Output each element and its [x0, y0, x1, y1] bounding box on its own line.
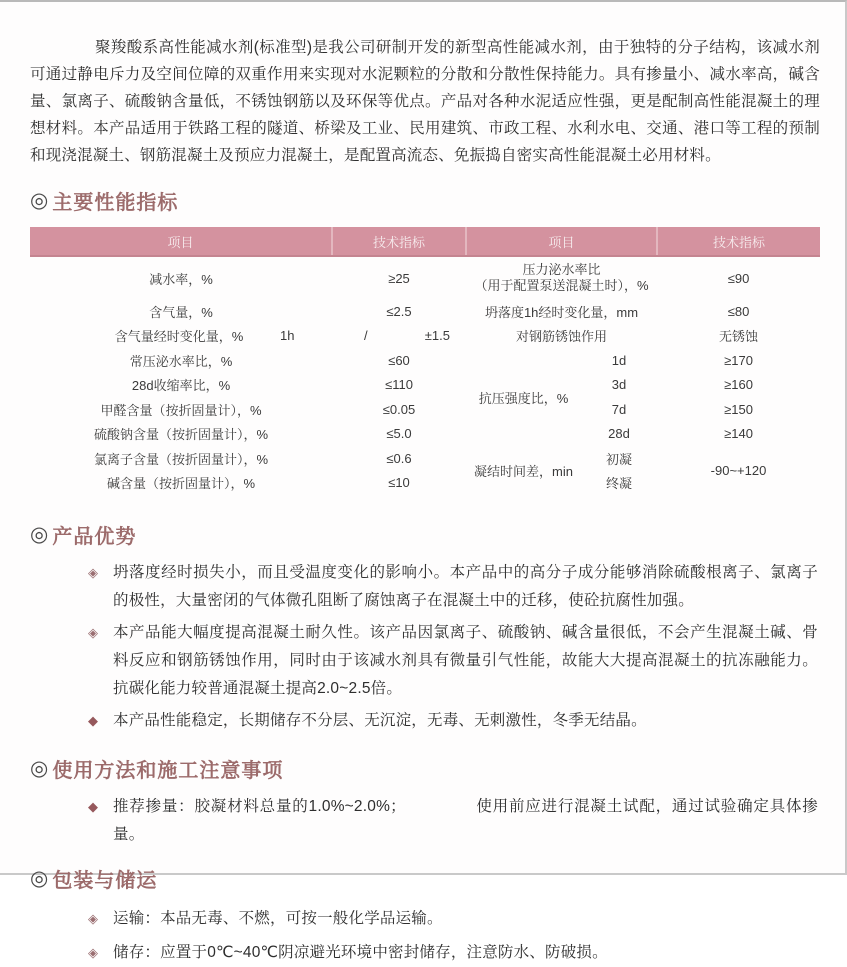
cell-value: ≤10	[388, 475, 410, 491]
section-title-usage: 使用方法和施工注意事项	[52, 759, 284, 782]
cell-sub-label: 28d	[608, 426, 630, 442]
section-title-performance: 主要性能指标	[52, 191, 179, 214]
table-header-row	[30, 227, 820, 256]
cell-value: ≤80	[727, 303, 750, 319]
usage-list	[30, 793, 818, 849]
cell-sub-label: 7d	[611, 401, 627, 417]
table-row	[30, 397, 820, 422]
diamond-bullet-icon: ◈	[88, 565, 98, 580]
cell-value-text: ±1.5	[424, 328, 450, 344]
list-item-text: 坍落度经时损失小，而且受温度变化的影响小。本产品中的高分子成分能够消除硫酸根离子、氯离子的极性，大量密闭的气体微孔阻断了腐蚀离子在混凝土中的迁移，使砼抗腐性加强。	[113, 564, 818, 609]
section-marker-icon: ◎	[30, 756, 49, 780]
cell-label-line2: （用于配置泵送混凝土时），%	[474, 278, 649, 293]
section-marker-icon: ◎	[30, 522, 49, 546]
table-header-spec-left: 技术指标	[332, 227, 466, 256]
list-item-text: 运输：本品无毒、不燃，可按一般化学品运输。	[113, 910, 443, 927]
cell-value	[332, 324, 466, 349]
section-title-packaging: 包装与储运	[52, 869, 158, 892]
cell-value: ≤60	[388, 352, 410, 368]
cell-sub-label: 1h	[280, 328, 295, 344]
section-header-packaging	[30, 863, 818, 893]
cell-label	[466, 256, 657, 299]
cell-group-label: 凝结时间差，min	[474, 464, 573, 479]
cell-label: 减水率，%	[149, 271, 213, 287]
cell-sub-label: 3d	[611, 377, 627, 393]
diamond-bullet-icon: ◆	[88, 799, 98, 814]
intro-paragraph: 聚羧酸系高性能减水剂(标准型)是我公司研制开发的新型高性能减水剂，由于独特的分子结构，该减水剂可通过静电斥力及空间位障的双重作用来实现对水泥颗粒的分散和分散性保持能力。具有掺量小、减水率高，碱含量、氯离子、硫酸钠含量低，不锈蚀钢筋以及环保等优点。产品对各种水泥适应性强，更是配制高性能混凝土的理想材料。本产品适用于铁路工程的隧道、桥梁及工业、民用建筑、市政工程、水利水电、交通、港口等工程的预制和现浇混凝土、钢筋混凝土及预应力混凝土，是配置高流态、免振捣自密实高性能混凝土必用材料。	[30, 39, 820, 164]
cell-sub-label: 初凝	[606, 451, 633, 467]
cell-value: ≥170	[724, 352, 753, 368]
cell-label-line1: 压力泌水率比	[522, 262, 601, 277]
cell-slash: /	[364, 328, 368, 344]
cell-label: 常压泌水率比，%	[129, 353, 233, 369]
usage-trial-text: 使用前应进行混凝土试配，通过试验确定具体掺量。	[113, 798, 818, 843]
list-item	[88, 619, 818, 703]
cell-label-text: 含气量经时变化量，%	[114, 329, 244, 345]
cell-label: 28d收缩率比，%	[131, 378, 231, 394]
cell-value: -90~+120	[710, 463, 767, 478]
list-item	[88, 905, 818, 933]
performance-table	[30, 227, 820, 495]
list-item-text: 储存：应置于0℃~40℃阴凉避光环境中密封储存，注意防水、防破损。	[113, 944, 608, 961]
diamond-bullet-icon: ◈	[88, 945, 98, 960]
section-header-performance	[30, 185, 818, 215]
list-item-text: 本产品能大幅度提高混凝土耐久性。该产品因氯离子、硫酸钠、碱含量很低，不会产生混凝土碱、骨料反应和钢筋锈蚀作用，同时由于该减水剂具有微量引气性能，故能大大提高混凝土的抗冻融能力。抗碳化能力较普通混凝土提高2.0~2.5倍。	[113, 624, 818, 697]
cell-value: ≥25	[388, 270, 410, 286]
packaging-list	[30, 905, 818, 967]
diamond-bullet-icon: ◆	[88, 713, 98, 728]
list-item-text	[113, 793, 818, 849]
cell-label: 硫酸钠含量（按折固量计），%	[93, 427, 269, 443]
list-item	[88, 707, 818, 735]
list-item	[88, 793, 818, 849]
table-row	[30, 373, 820, 398]
cell-label: 碱含量（按折固量计），%	[106, 476, 256, 492]
section-marker-icon: ◎	[30, 866, 49, 890]
cell-label	[30, 324, 332, 349]
advantages-list	[30, 559, 818, 735]
section-title-advantages: 产品优势	[52, 525, 137, 548]
table-row	[30, 348, 820, 373]
table-row	[30, 422, 820, 447]
cell-label: 含气量，%	[149, 304, 213, 320]
cell-sub-label: 终凝	[606, 476, 633, 492]
section-header-usage	[30, 753, 818, 783]
usage-dosage-text: 推荐掺量：胶凝材料总量的1.0%~2.0%；	[113, 798, 406, 815]
cell-label: 甲醛含量（按折固量计），%	[100, 402, 262, 418]
table-row	[30, 256, 820, 299]
cell-value: ≤0.6	[386, 450, 412, 466]
cell-label: 氯离子含量（按折固量计），%	[93, 451, 269, 467]
cell-group-label: 抗压强度比，%	[478, 390, 569, 406]
table-header-spec-right: 技术指标	[657, 227, 820, 256]
table-row	[30, 446, 820, 471]
list-item-text: 本产品性能稳定，长期储存不分层、无沉淀，无毒、无刺激性，冬季无结晶。	[113, 712, 647, 729]
cell-value: ≤90	[727, 270, 750, 286]
cell-value: ≤110	[385, 377, 413, 393]
section-header-advantages	[30, 519, 818, 549]
cell-label: 坍落度1h经时变化量，mm	[484, 304, 639, 320]
cell-value: ≤2.5	[386, 303, 412, 319]
table-header-item-left: 项目	[30, 227, 332, 256]
cell-value: ≤5.0	[386, 426, 412, 442]
cell-value: ≥140	[724, 426, 753, 442]
diamond-bullet-icon: ◈	[88, 911, 98, 926]
table-header-item-right: 项目	[466, 227, 657, 256]
section-marker-icon: ◎	[30, 188, 49, 212]
diamond-bullet-icon: ◈	[88, 625, 98, 640]
list-item	[88, 939, 818, 967]
cell-value: ≥160	[724, 377, 753, 393]
cell-value: ≤0.05	[382, 401, 416, 417]
cell-label: 对钢筋锈蚀作用	[516, 329, 608, 345]
cell-value: ≥150	[724, 401, 753, 417]
table-row	[30, 299, 820, 324]
table-row	[30, 324, 820, 349]
cell-sub-label: 1d	[611, 352, 627, 368]
cell-value: 无锈蚀	[719, 329, 759, 345]
list-item	[88, 559, 818, 615]
